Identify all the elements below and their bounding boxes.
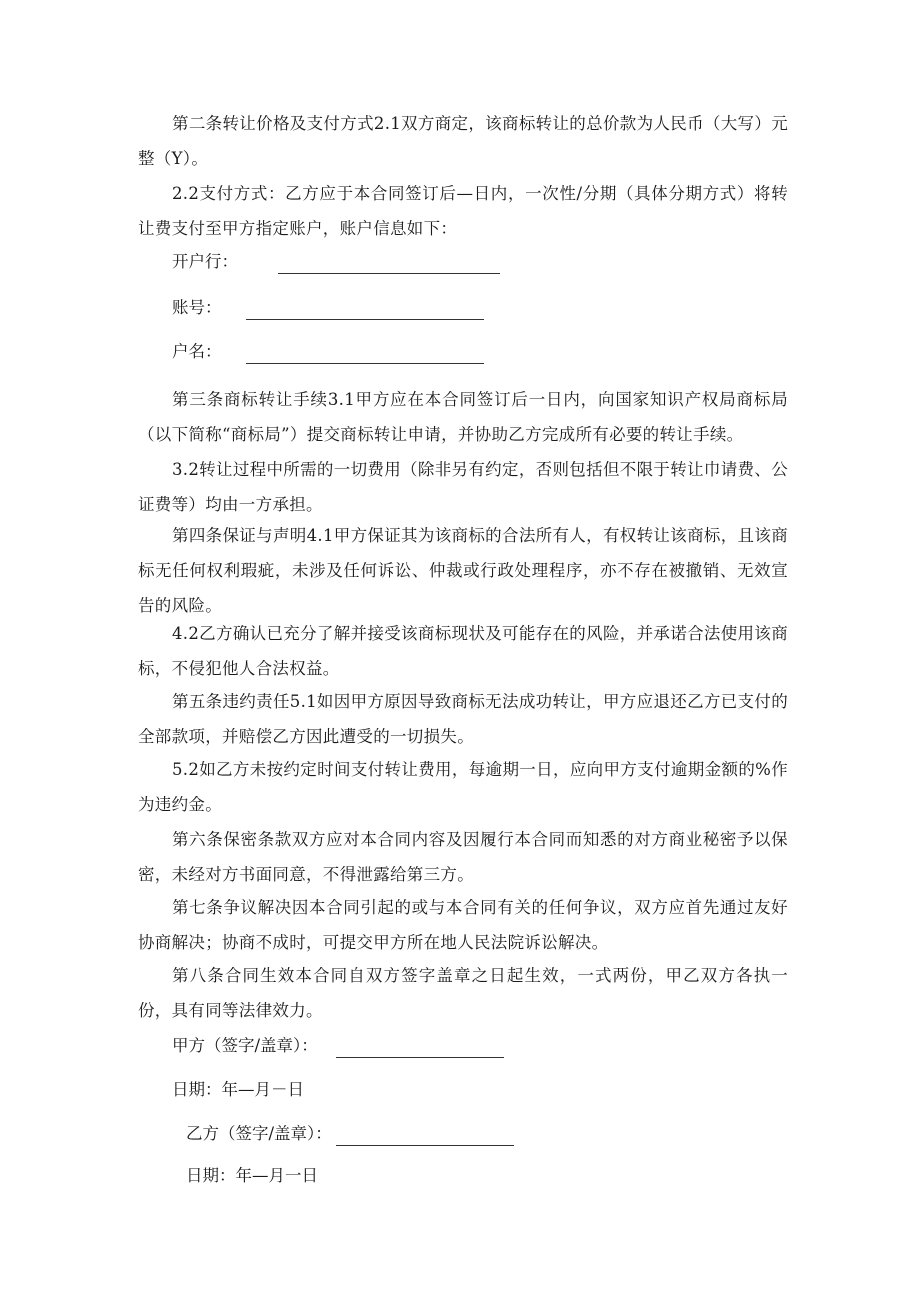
bank-blank-line: [278, 255, 500, 274]
party-a-signature-field: [172, 1034, 504, 1058]
party-b-label: 乙方（签字/盖章）：: [186, 1124, 332, 1143]
account-name-field: [172, 340, 484, 364]
clause-4-1: 第四条保证与声明4.1甲方保证其为该商标的合法所有人，有权转让该商标，且该商标无任何权利瑕疵，未涉及任何诉讼、仲裁或行政处理程序，亦不存在被撤销、无效宣告的风险。: [138, 526, 788, 615]
clause-8: 第八条合同生效本合同自双方签字盖章之日起生效，一式两份，甲乙双方各执一份，具有同等法律效力。: [138, 966, 788, 1020]
party-a-label: 甲方（签字/盖章）：: [172, 1036, 318, 1055]
account-number-blank-line: [246, 301, 484, 320]
account-name-label: 户名：: [172, 342, 222, 361]
date-a: 日期：年—月－日: [172, 1080, 304, 1099]
clause-6: 第六条保密条款双方应对本合同内容及因履行本合同而知悉的对方商业秘密予以保密，未经对方书面同意，不得泄露给第三方。: [138, 830, 788, 884]
clause-2-2: 2.2支付方式：乙方应于本合同签订后—日内，一次性/分期（具体分期方式）将转让费支付至甲方指定账户，账户信息如下：: [138, 184, 788, 238]
account-name-blank-line: [246, 345, 484, 364]
clause-3-2: 3.2转让过程中所需的一切费用（除非另有约定，否则包括但不限于转让巾请费、公证费等）均由一方承担。: [138, 460, 788, 514]
clause-2-1: 第二条转让价格及支付方式2.1双方商定，该商标转让的总价款为人民币（大写）元整（Y）。: [138, 114, 788, 168]
account-number-label: 账号：: [172, 298, 222, 317]
account-number-field: [172, 296, 484, 320]
clause-7: 第七条争议解决因本合同引起的或与本合同有关的任何争议，双方应首先通过友好协商解决；协商不成时，可提交甲方所在地人民法院诉讼解决。: [138, 898, 788, 952]
date-b: 日期：年—月一日: [186, 1166, 318, 1185]
clause-5-2: 5.2如乙方未按约定时间支付转让费用，每逾期一日，应向甲方支付逾期金额的%作为违约金。: [138, 760, 788, 814]
party-b-signature-line: [336, 1127, 514, 1146]
party-a-signature-line: [336, 1039, 504, 1058]
bank-field: [172, 250, 500, 274]
clause-5-1: 第五条违约责任5.1如因甲方原因导致商标无法成功转让，甲方应退还乙方已支付的全部款项，并赔偿乙方因此遭受的一切损失。: [138, 692, 788, 746]
clause-3-1: 第三条商标转让手续3.1甲方应在本合同签订后一日内，向国家知识产权局商标局（以下简称“商标局”）提交商标转让申请，并协助乙方完成所有必要的转让手续。: [138, 390, 788, 444]
clause-4-2: 4.2乙方确认已充分了解并接受该商标现状及可能存在的风险，并承诺合法使用该商标，不侵犯他人合法权益。: [138, 624, 788, 678]
bank-label: 开户行：: [172, 252, 238, 271]
party-b-signature-field: [186, 1122, 514, 1146]
